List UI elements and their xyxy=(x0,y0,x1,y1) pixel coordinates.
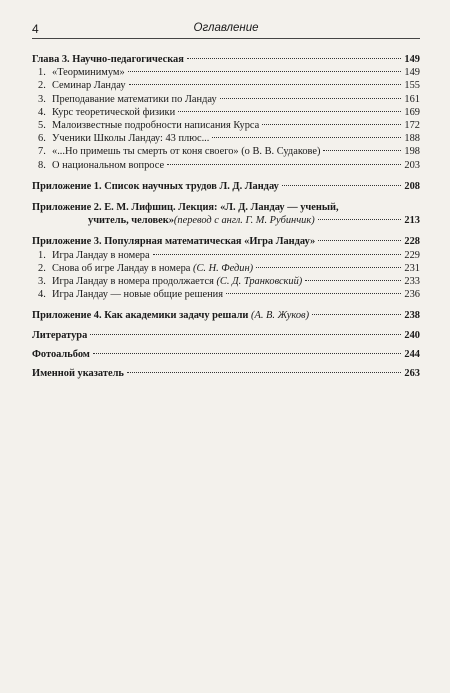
toc-subentry-page: 229 xyxy=(404,249,420,261)
toc-subentry[interactable] xyxy=(32,275,420,288)
toc-entry-page: 240 xyxy=(404,329,420,341)
dot-leader xyxy=(93,353,401,354)
table-of-contents xyxy=(32,53,420,380)
dot-leader xyxy=(226,293,401,294)
toc-subentry[interactable] xyxy=(32,119,420,132)
toc-subentry-page: 203 xyxy=(404,159,420,171)
toc-subentry-title: Ученики Школы Ландау: 43 плюс... xyxy=(52,133,210,145)
toc-subentry[interactable] xyxy=(32,249,420,262)
toc-entry-page: 244 xyxy=(404,348,420,360)
dot-leader xyxy=(128,71,401,72)
toc-subentry-author: (С. Д. Транковский) xyxy=(216,276,303,288)
toc-entry-name-index[interactable] xyxy=(32,367,420,380)
dot-leader xyxy=(90,334,401,335)
toc-subentry-page: 236 xyxy=(404,289,420,301)
dot-leader xyxy=(212,137,401,138)
dot-leader xyxy=(256,267,401,268)
toc-subentry-number: 1. xyxy=(38,67,46,79)
dot-leader xyxy=(129,84,401,85)
toc-entry-page: 213 xyxy=(404,215,420,227)
running-title: Оглавление xyxy=(193,22,259,34)
dot-leader xyxy=(305,280,401,281)
toc-subentry[interactable] xyxy=(32,66,420,79)
dot-leader xyxy=(318,219,402,220)
toc-subentry-title: «...Но примешь ты смерть от коня своего» (о В. В. Судакове) xyxy=(52,146,321,158)
toc-subentry-title: Игра Ландау в номера xyxy=(52,249,150,261)
toc-subentry-title: Снова об игре Ландау в номера xyxy=(52,262,194,274)
toc-subentry[interactable] xyxy=(32,145,420,158)
toc-subentry-number: 1. xyxy=(38,249,46,261)
dot-leader xyxy=(312,314,401,315)
dot-leader xyxy=(187,58,401,59)
toc-subentry-number: 2. xyxy=(38,262,46,274)
toc-subentry-number: 3. xyxy=(38,276,46,288)
toc-entry-title: Приложение 1. Список научных трудов Л. Д. Ландау xyxy=(32,180,279,192)
dot-leader xyxy=(318,240,401,241)
toc-entry-page: 208 xyxy=(404,180,420,192)
toc-entry-appendix-3[interactable] xyxy=(32,235,420,248)
toc-subentry[interactable] xyxy=(32,93,420,106)
toc-subentry-number: 8. xyxy=(38,159,46,171)
toc-subentry-page: 198 xyxy=(404,146,420,158)
toc-entry-page: 228 xyxy=(404,236,420,248)
toc-subentry-number: 6. xyxy=(38,133,46,145)
toc-entry-appendix-1[interactable] xyxy=(32,180,420,193)
toc-entry-photo-album[interactable] xyxy=(32,348,420,361)
toc-subentry-page: 188 xyxy=(404,133,420,145)
toc-subentry-number: 2. xyxy=(38,80,46,92)
toc-entry-author: (А. В. Жуков) xyxy=(251,310,310,322)
dot-leader xyxy=(220,98,401,99)
toc-subentry-author: (С. Н. Федин) xyxy=(193,262,254,274)
toc-subentry-page: 149 xyxy=(404,67,420,79)
toc-entry-title: Приложение 3. Популярная математическая «Игра Ландау» xyxy=(32,236,316,248)
toc-entry-chapter-3[interactable] xyxy=(32,53,420,66)
toc-subentry[interactable] xyxy=(32,106,420,119)
toc-subentry-number: 4. xyxy=(38,106,46,118)
toc-entry-page: 238 xyxy=(404,310,420,322)
toc-subentry-title: О национальном вопросе xyxy=(52,159,165,171)
toc-subentry-title: Курс теоретической физики xyxy=(52,106,176,118)
toc-subentry[interactable] xyxy=(32,262,420,275)
toc-entry-title-line1: Приложение 2. Е. М. Лифшиц. Лекция: «Л. Д. Ландау — ученый, xyxy=(32,202,339,214)
toc-subentry-page: 172 xyxy=(404,120,420,132)
dot-leader xyxy=(178,111,401,112)
toc-entry-title: Литература xyxy=(32,329,88,341)
toc-entry-title-line2: учитель, человек» xyxy=(88,215,174,227)
toc-subentry-number: 5. xyxy=(38,120,46,132)
toc-subentry[interactable] xyxy=(32,132,420,145)
page-number: 4 xyxy=(32,22,39,36)
toc-subentry[interactable] xyxy=(32,159,420,172)
toc-subentry-page: 161 xyxy=(404,93,420,105)
toc-entry-translator: (перевод с англ. Г. М. Рубинчик) xyxy=(173,215,315,227)
toc-subentry-number: 3. xyxy=(38,93,46,105)
toc-subentry-page: 155 xyxy=(404,80,420,92)
toc-subentry-number: 7. xyxy=(38,146,46,158)
toc-subentry-title: Преподавание математики по Ландау xyxy=(52,93,217,105)
toc-subentry[interactable] xyxy=(32,79,420,92)
toc-subentry-number: 4. xyxy=(38,289,46,301)
toc-subentry-title: Малоизвестные подробности написания Курса xyxy=(52,120,260,132)
toc-entry-literature[interactable] xyxy=(32,329,420,342)
toc-entry-appendix-2[interactable] xyxy=(32,201,420,227)
running-head xyxy=(32,18,420,39)
dot-leader xyxy=(282,185,401,186)
toc-subentry[interactable] xyxy=(32,288,420,301)
toc-subentry-title: «Теорминимум» xyxy=(52,67,125,79)
toc-entry-title: Фотоальбом xyxy=(32,348,90,360)
dot-leader xyxy=(167,164,401,165)
dot-leader xyxy=(323,150,401,151)
dot-leader xyxy=(153,254,401,255)
toc-entry-title: Именной указатель xyxy=(32,368,124,380)
toc-entry-title: Приложение 4. Как академики задачу решали xyxy=(32,310,252,322)
toc-subentry-title: Семинар Ландау xyxy=(52,80,126,92)
page xyxy=(32,18,420,380)
toc-entry-page: 263 xyxy=(404,368,420,380)
toc-entry-appendix-4[interactable] xyxy=(32,309,420,322)
toc-subentry-page: 233 xyxy=(404,276,420,288)
toc-subentry-page: 231 xyxy=(404,262,420,274)
toc-subentry-title: Игра Ландау — новые общие решения xyxy=(52,289,223,301)
toc-entry-page: 149 xyxy=(404,54,420,65)
dot-leader xyxy=(262,124,401,125)
toc-subentry-page: 169 xyxy=(404,106,420,118)
toc-subentry-title: Игра Ландау в номера продолжается xyxy=(52,276,217,288)
dot-leader xyxy=(127,372,401,373)
toc-entry-title: Глава 3. Научно-педагогическая xyxy=(32,54,184,65)
